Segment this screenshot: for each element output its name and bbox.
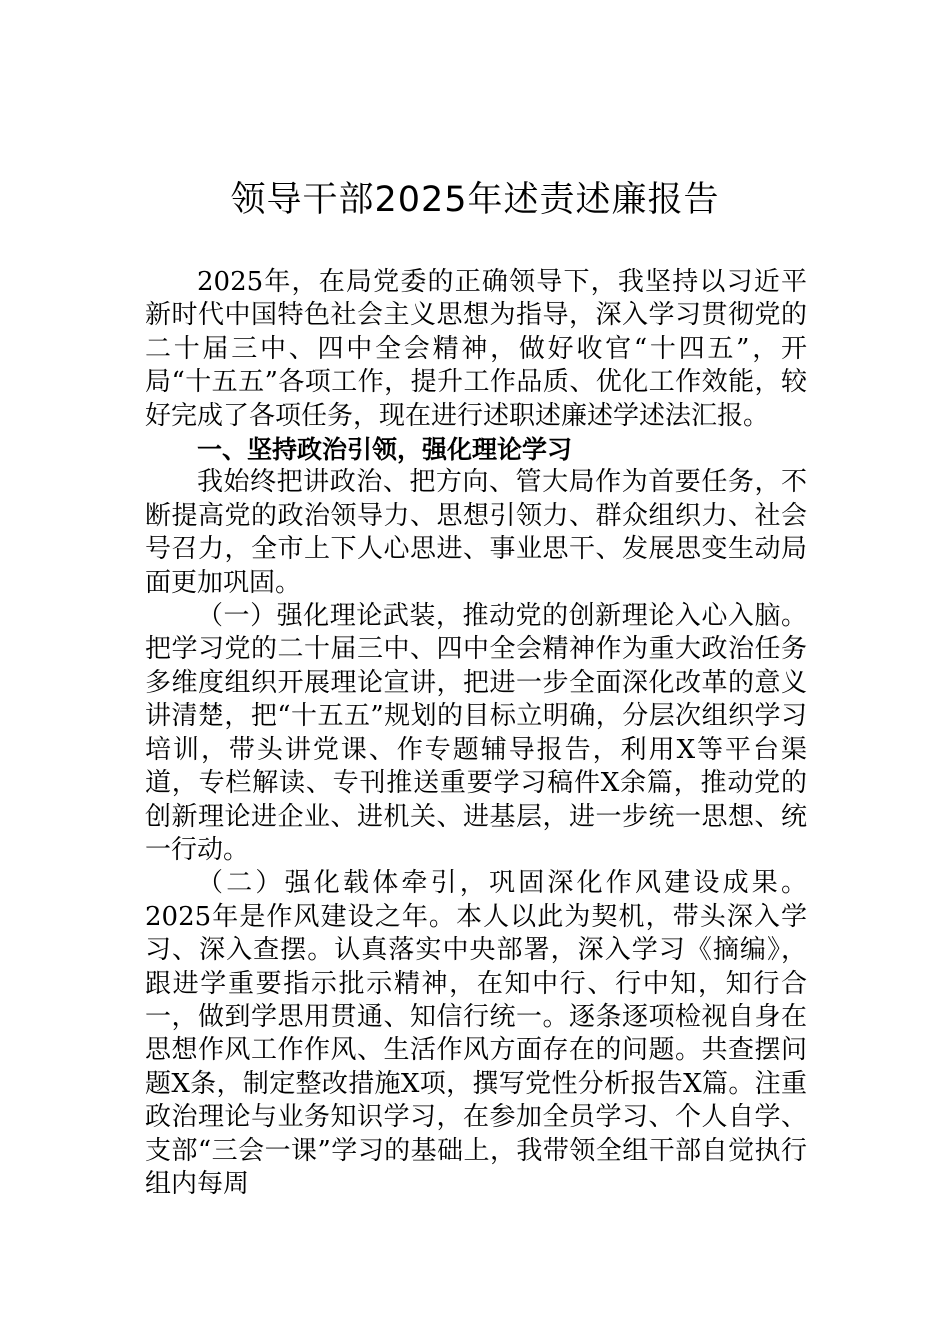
subsection-1-paragraph: （一）强化理论武装，推动党的创新理论入心入脑。把学习党的二十届三中、四中全会精神作为重大政治任务多维度组织开展理论宣讲，把进一步全面深化改革的意义讲清楚，把“十五五”规划的目标立明确，分层次组织学习培训，带头讲党课、作专题辅导报告，利用X等平台渠道，专栏解读、专刊推送重要学习稿件X余篇，推动党的创新理论进企业、进机关、进基层，进一步统一思想、统一行动。 xyxy=(145,601,807,865)
subsection-2-paragraph: （二）强化载体牵引，巩固深化作风建设成果。2025年是作风建设之年。本人以此为契机，带头深入学习、深入查摆。认真落实中央部署，深入学习《摘编》，跟进学重要指示批示精神，在知中行、行中知，知行合一，做到学思用贯通、知信行统一。逐条逐项检视自身在思想作风工作作风、生活作风方面存在的问题。共查摆问题X条，制定整改措施X项，撰写党性分析报告X篇。注重政治理论与业务知识学习，在参加全员学习、个人自学、支部“三会一课”学习的基础上，我带领全组干部自觉执行组内每周 xyxy=(145,868,807,1199)
section-paragraph: 我始终把讲政治、把方向、管大局作为首要任务，不断提高党的政治领导力、思想引领力、群众组织力、社会号召力，全市上下人心思进、事业思干、发展思变生动局面更加巩固。 xyxy=(145,467,807,598)
document-body xyxy=(145,266,807,1201)
intro-paragraph: 2025年，在局党委的正确领导下，我坚持以习近平新时代中国特色社会主义思想为指导，深入学习贯彻党的二十届三中、四中全会精神，做好收官“十四五”，开局“十五五”各项工作，提升工作品质、优化工作效能，较好完成了各项任务，现在进行述职述廉述学述法汇报。 xyxy=(145,267,807,431)
section-heading: 一、坚持政治引领，强化理论学习 xyxy=(197,435,573,465)
document-title: 领导干部2025年述责述廉报告 xyxy=(230,180,720,220)
